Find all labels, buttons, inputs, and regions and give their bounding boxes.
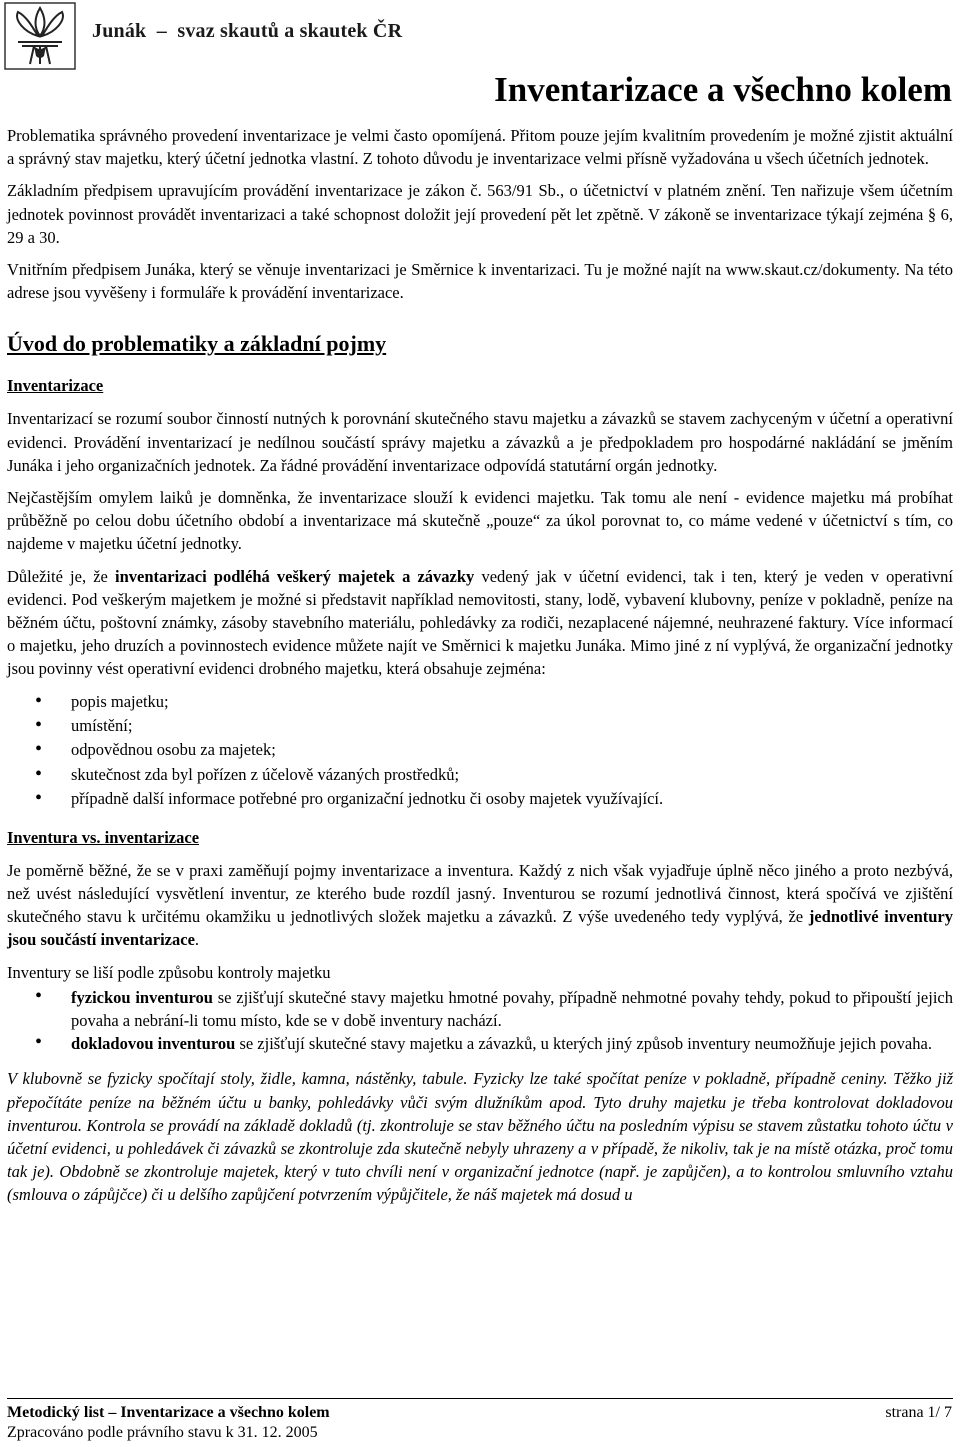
list-item <box>7 986 953 1032</box>
bold-text: fyzickou inventurou <box>71 987 213 1007</box>
subsection-heading: Inventarizace <box>7 376 104 396</box>
bold-text: dokladovou inventurou <box>71 1034 236 1054</box>
list-item: • popis majetku; <box>7 690 953 714</box>
paragraph: Inventury se liší podle způsobu kontroly majetku <box>7 962 331 982</box>
intro-paragraph: Základním předpisem upravujícím provádění inventarizace je zákon č. 563/91 Sb., o účetnictví v platném znění. Ten nařizuje všem účetním jednotek povinnost provádět inventarizaci a také schopnost doložit její provedení pět let zpětně. V zákoně se inventarizace týkají zejména § 6, 29 a 30. <box>7 181 953 247</box>
section-heading: Úvod do problematiky a základní pojmy <box>7 331 387 357</box>
paragraph <box>7 565 953 681</box>
text: vedený jak v účetní evidenci, tak i ten, který je veden v operativní evidenci. Pod veškerým majetkem je možné si představit například nemovitosti, stany, lodě, vybavení klubovny, peníze v pokladně, peníze na běžném účtu, poštovní známky, zásoby stavebního materiálu, pohledávky za rodiči, nezaplacené nájemné, neuhrazené faktury. Více informací o majetku, jeho druzích a povinnostech evidence můžete najít ve Směrnici k majetku Junáka. Mimo jiné z ní vyplývá, že organizační jednotky jsou povinny vést operativní evidenci drobného majetku, která obsahuje zejména: <box>7 566 953 679</box>
document-body <box>7 124 953 1216</box>
subsection-heading: Inventura vs. inventarizace <box>7 827 200 847</box>
paragraph: Nejčastějším omylem laiků je domněnka, že inventarizace slouží k evidenci majetku. Tak tomu ale není - evidence majetku má probíhat průběžně po celou dobu účetního období a inventarizace má skutečně „pouze“ za úkol porovnat to, co máme vedené v účetnictví s tím, co najdeme v majetku účetní jednotky. <box>7 488 953 554</box>
text: Je poměrně běžné, že se v praxi zaměňují pojmy inventarizace a inventura. Každý z nich však vyjadřuje úplně něco jiného a proto nezbývá, než uvést následující vysvětlení inventur, ze kterého bude rozdíl jasný. Inventurou se rozumí jednotlivá činnost, která spočívá ve zjištění skutečného stavu k určitému okamžiku u jednotlivých složek majetku a závazků. Z výše uvedeného tedy vyplývá, že <box>7 860 953 927</box>
footer-title: Metodický list – Inventarizace a všechno kolem <box>7 1404 330 1421</box>
paragraph: Inventarizací se rozumí soubor činností nutných k porovnání skutečného stavu majetku a závazků se stavem zachyceným v účetní a operativní evidenci. Provádění inventarizací je nedílnou součástí správy majetku a závazků a je předpokladem pro hospodárné nakládání se jměním Junáka i jeho organizačních jednotek. Za řádné provádění inventarizace odpovídá statutární orgán jednotky. <box>7 409 953 475</box>
document-title: Inventarizace a všechno kolem <box>494 70 952 109</box>
evidence-list <box>7 690 953 812</box>
intro-paragraph: Vnitřním předpisem Junáka, který se věnuje inventarizaci je Směrnice k inventarizaci. Tu je možné najít na www.skaut.cz/dokumenty. Na této adrese jsou vyvěšeny i formuláře k provádění inventarizace. <box>7 260 953 303</box>
list-item: • umístění; <box>7 714 953 738</box>
bold-text: inventarizaci podléhá veškerý majetek a závazky <box>115 566 475 586</box>
footer-note: Zpracováno podle právního stavu k 31. 12. 2005 <box>7 1424 318 1441</box>
list-item: • případně další informace potřebné pro organizační jednotku či osoby majetek využívající. <box>7 787 953 811</box>
inventory-methods-list <box>7 986 953 1056</box>
list-item: • odpovědnou osobu za majetek; <box>7 738 953 762</box>
list-item: • skutečnost zda byl pořízen z účelově vázaných prostředků; <box>7 763 953 787</box>
organization-name: Junák – svaz skautů a skautek ČR <box>92 20 403 42</box>
intro-paragraph: Problematika správného provedení inventarizace je velmi často opomíjená. Přitom pouze jejím kvalitním provedením je možné zjistit aktuální a správný stav majetku, který účetní jednotka vlastní. Z tohoto důvodu je inventarizace velmi přísně vyžadována u všech účetních jednotek. <box>7 126 953 169</box>
list-item <box>7 1032 953 1055</box>
page-number: strana 1/ 7 <box>885 1404 952 1421</box>
text: . <box>194 930 200 950</box>
text: Důležité je, že <box>7 566 116 586</box>
example-paragraph: V klubovně se fyzicky spočítají stoly, židle, kamna, nástěnky, tabule. Fyzicky lze také spočítat peníze v pokladně, případně ceniny. Těžko již přepočítáte peníze na běžném účtu u banky, pohledávky vůči svým dlužníkům apod. Tyto druhy majetku je třeba kontrolovat dokladovou inventurou. Kontrola se provádí na základě dokladů (tj. zkontroluje se stav běžného účtu na posledním výpisu se stavem zůstatku tohoto účtu v účetní evidenci, u pohledávek či závazků se zkontroluje zda skutečně nebyly uhrazeny a v případě, že nikoliv, tak je na místě otázka, proč tomu tak je). Obdobně se zkontroluje majetek, který v tuto chvíli není v organizační jednotce (např. je zapůjčen), a to kontrolou smluvního vztahu (smlouva o zápůjčce) či u delšího zapůjčení potvrzením výpůjčitele, že náš majetek má dosud u <box>7 1069 953 1205</box>
scout-lily-logo <box>4 2 76 70</box>
text: se zjišťují skutečné stavy majetku a závazků, u kterých jiný způsob inventury neumožňuje jejich povaha. <box>235 1034 932 1054</box>
paragraph <box>7 859 953 952</box>
text: se zjišťují skutečné stavy majetku hmotné povahy, případně nehmotné povahy tehdy, pokud to připouští jejich povaha a nebrání-li tomu místo, kde se v době inventury nachází. <box>71 987 953 1030</box>
footer-divider <box>7 1398 953 1399</box>
bold-text: jednotlivé inventury jsou součástí inventarizace <box>7 907 953 950</box>
